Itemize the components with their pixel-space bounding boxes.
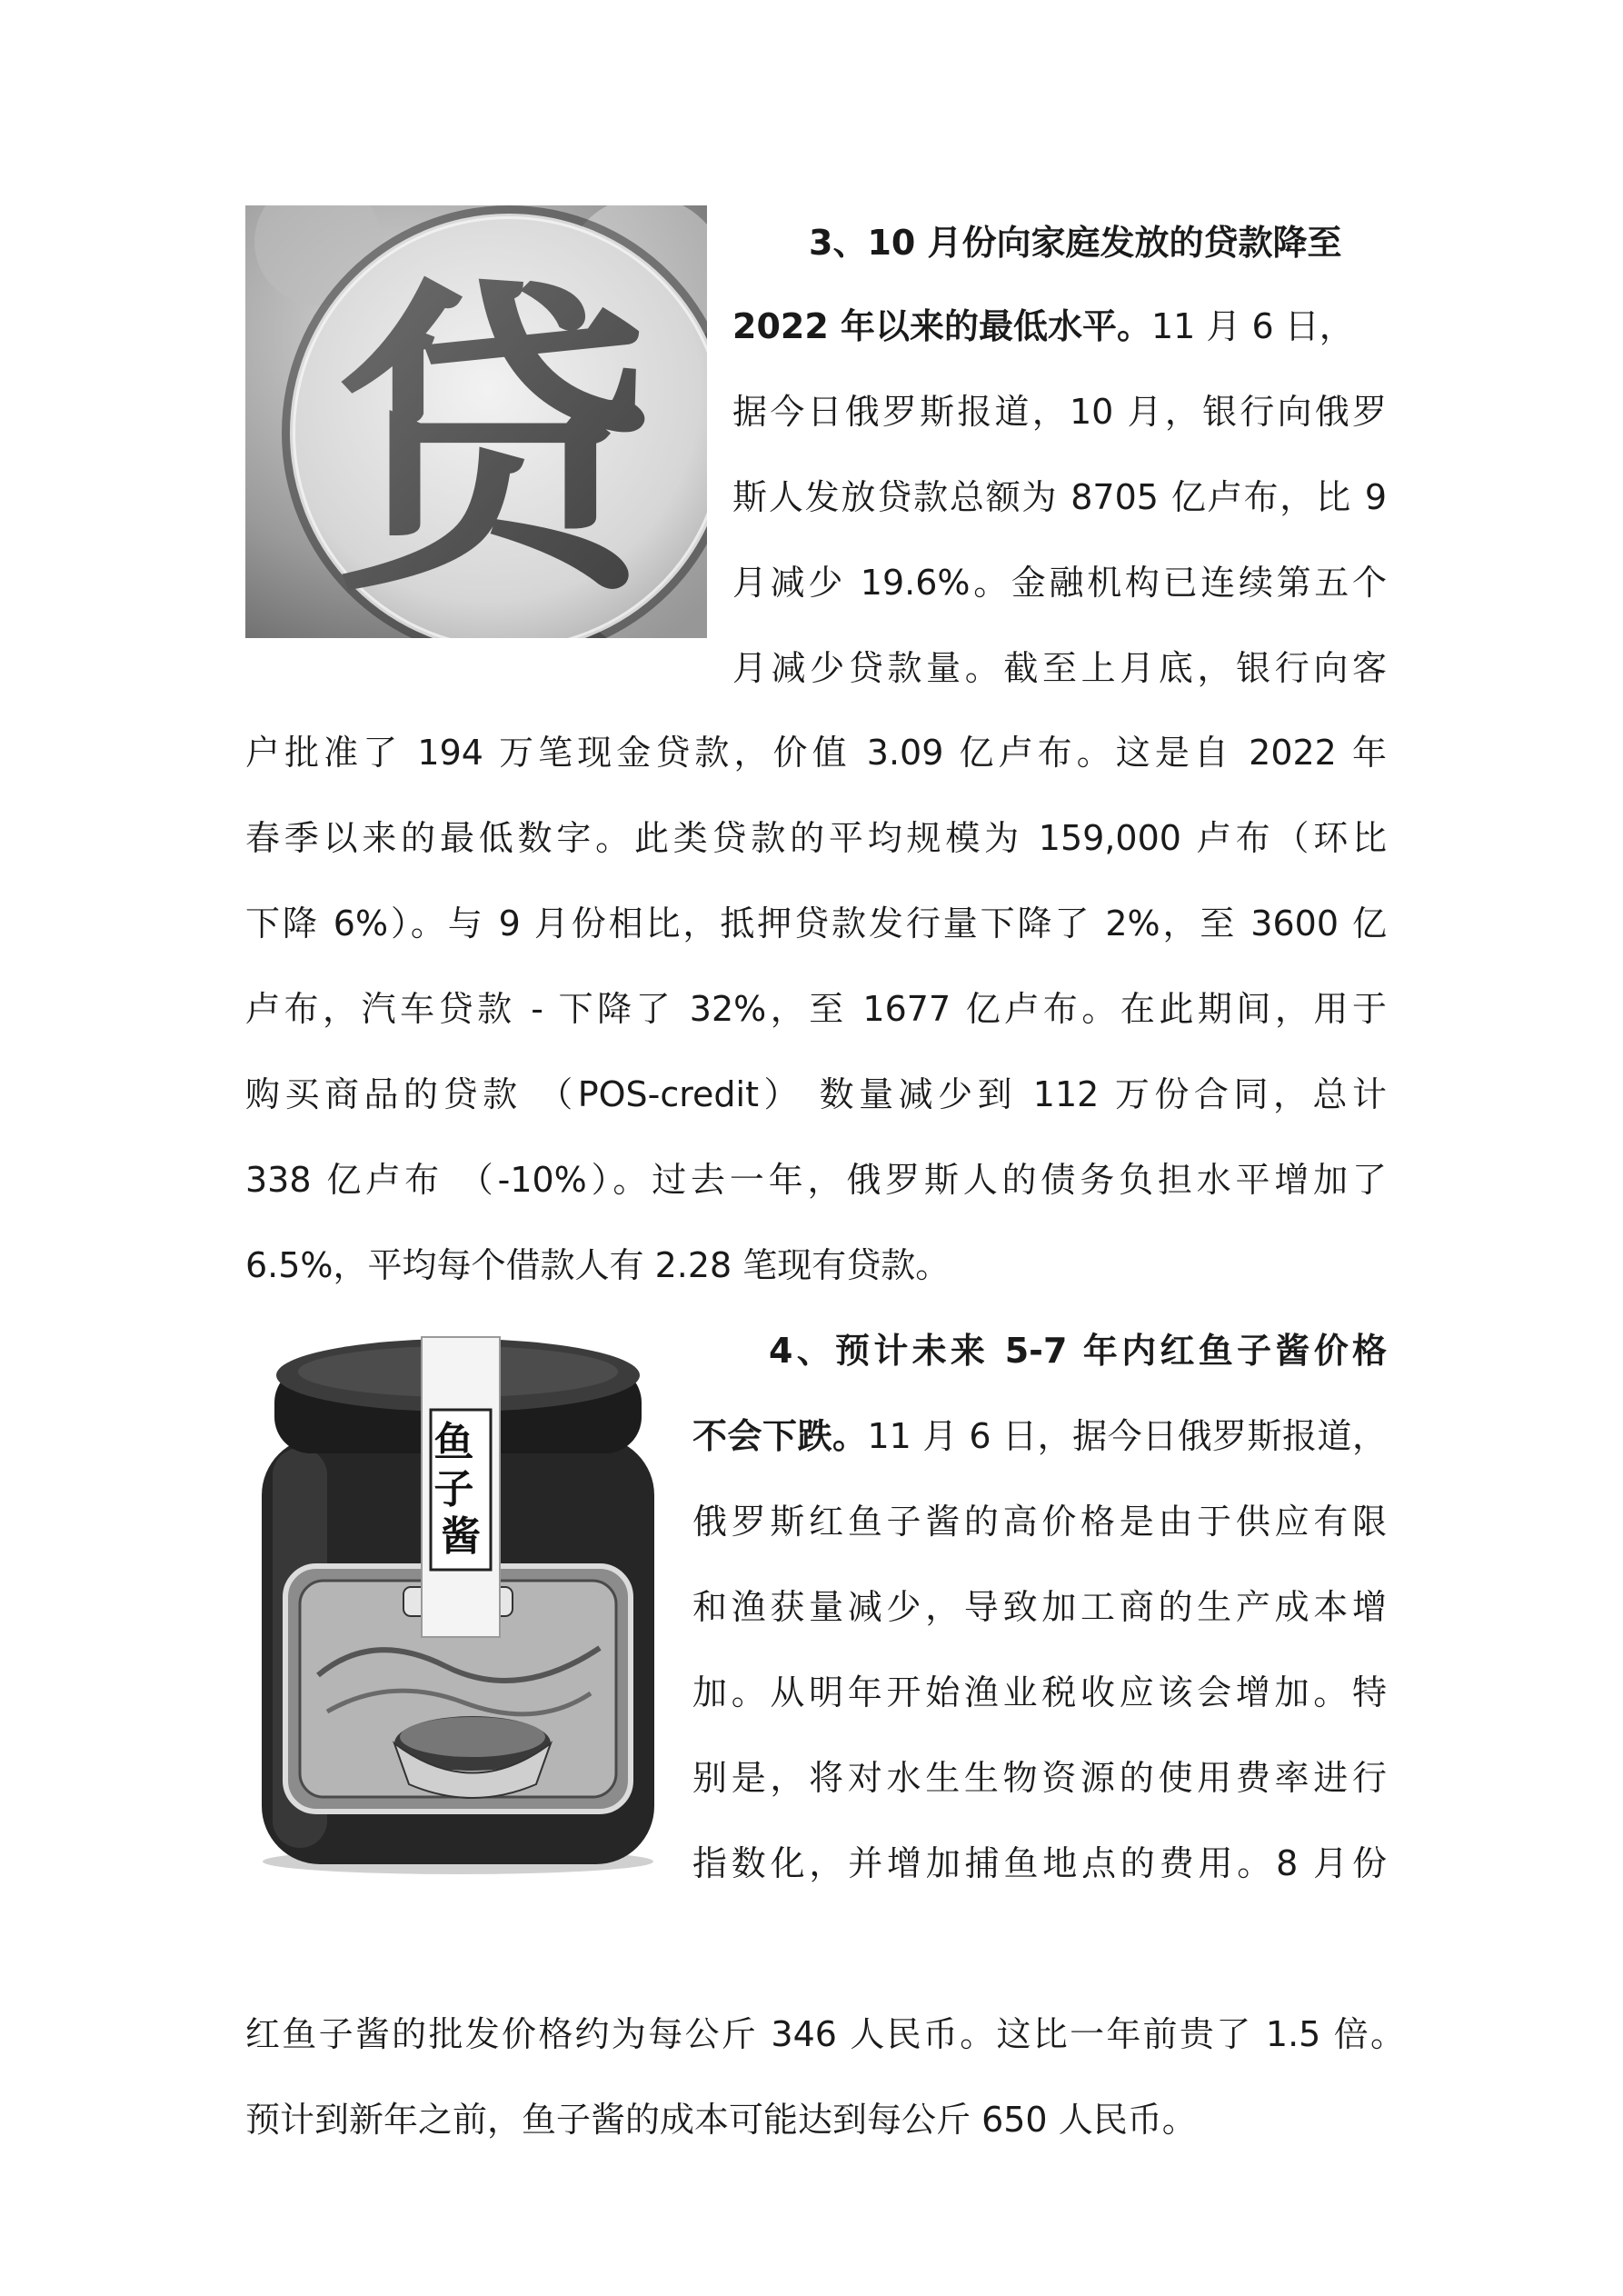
section3-heading-line1: 3、10 月份向家庭发放的贷款降至 bbox=[809, 223, 1342, 263]
paragraph-line: 月减少 19.6%。金融机构已连续第五个 bbox=[732, 563, 1387, 603]
paragraph-line: 6.5%，平均每个借款人有 2.28 笔现有贷款。 bbox=[245, 1245, 951, 1285]
paragraph-line: 斯人发放贷款总额为 8705 亿卢布，比 9 bbox=[732, 477, 1387, 517]
caviar-jar-illustration bbox=[245, 1330, 671, 1875]
jar-label: 鱼 子 酱 bbox=[433, 1419, 481, 1560]
paragraph-line: 据今日俄罗斯报道，10 月，银行向俄罗 bbox=[732, 392, 1387, 432]
section4-heading-line2 bbox=[692, 1416, 1387, 1456]
paragraph-line: 月减少贷款量。截至上月底，银行向客 bbox=[732, 648, 1387, 688]
paragraph-line: 卢布，汽车贷款 - 下降了 32%，至 1677 亿卢布。在此期间，用于 bbox=[245, 989, 1387, 1029]
paragraph-line: 红鱼子酱的批发价格约为每公斤 346 人民币。这比一年前贵了 1.5 倍。 bbox=[245, 2014, 1405, 2054]
section4-date: 11 月 6 日，据今日俄罗斯报道， bbox=[867, 1416, 1387, 1456]
paragraph-line: 预计到新年之前，鱼子酱的成本可能达到每公斤 650 人民币。 bbox=[245, 2100, 1197, 2140]
loan-illustration bbox=[245, 205, 707, 638]
paragraph-line: 加。从明年开始渔业税收应该会增加。特 bbox=[692, 1672, 1387, 1712]
section3-date: 11 月 6 日， bbox=[1151, 306, 1354, 346]
paragraph-line: 和渔获量减少，导致加工商的生产成本增 bbox=[692, 1587, 1387, 1627]
paragraph-line: 338 亿卢布 （-10%）。过去一年，俄罗斯人的债务负担水平增加了 bbox=[245, 1160, 1387, 1200]
paragraph-line: 春季以来的最低数字。此类贷款的平均规模为 159,000 卢布（环比 bbox=[245, 818, 1387, 858]
paragraph-line: 购买商品的贷款 （POS-credit） 数量减少到 112 万份合同，总计 bbox=[245, 1074, 1387, 1114]
paragraph-line: 户批准了 194 万笔现金贷款，价值 3.09 亿卢布。这是自 2022 年 bbox=[245, 733, 1387, 773]
caviar-jar-graphic bbox=[245, 1330, 671, 1875]
section4-heading-line1: 4、预计未来 5-7 年内红鱼子酱价格 bbox=[769, 1331, 1387, 1371]
paragraph-line: 下降 6%）。与 9 月份相比，抵押贷款发行量下降了 2%，至 3600 亿 bbox=[245, 903, 1387, 943]
loan-glyph: 贷 bbox=[327, 255, 654, 635]
section3-heading-line2-bold: 2022 年以来的最低水平。 bbox=[732, 306, 1151, 346]
section4-heading-line2-bold: 不会下跌。 bbox=[692, 1416, 868, 1456]
loan-illustration-graphic bbox=[245, 205, 707, 638]
paragraph-line: 指数化，并增加捕鱼地点的费用。8 月份 bbox=[692, 1843, 1387, 1883]
paragraph-line: 别是，将对水生生物资源的使用费率进行 bbox=[692, 1758, 1387, 1798]
paragraph-line: 俄罗斯红鱼子酱的高价格是由于供应有限 bbox=[692, 1502, 1387, 1542]
section3-heading-line2 bbox=[732, 306, 1354, 346]
